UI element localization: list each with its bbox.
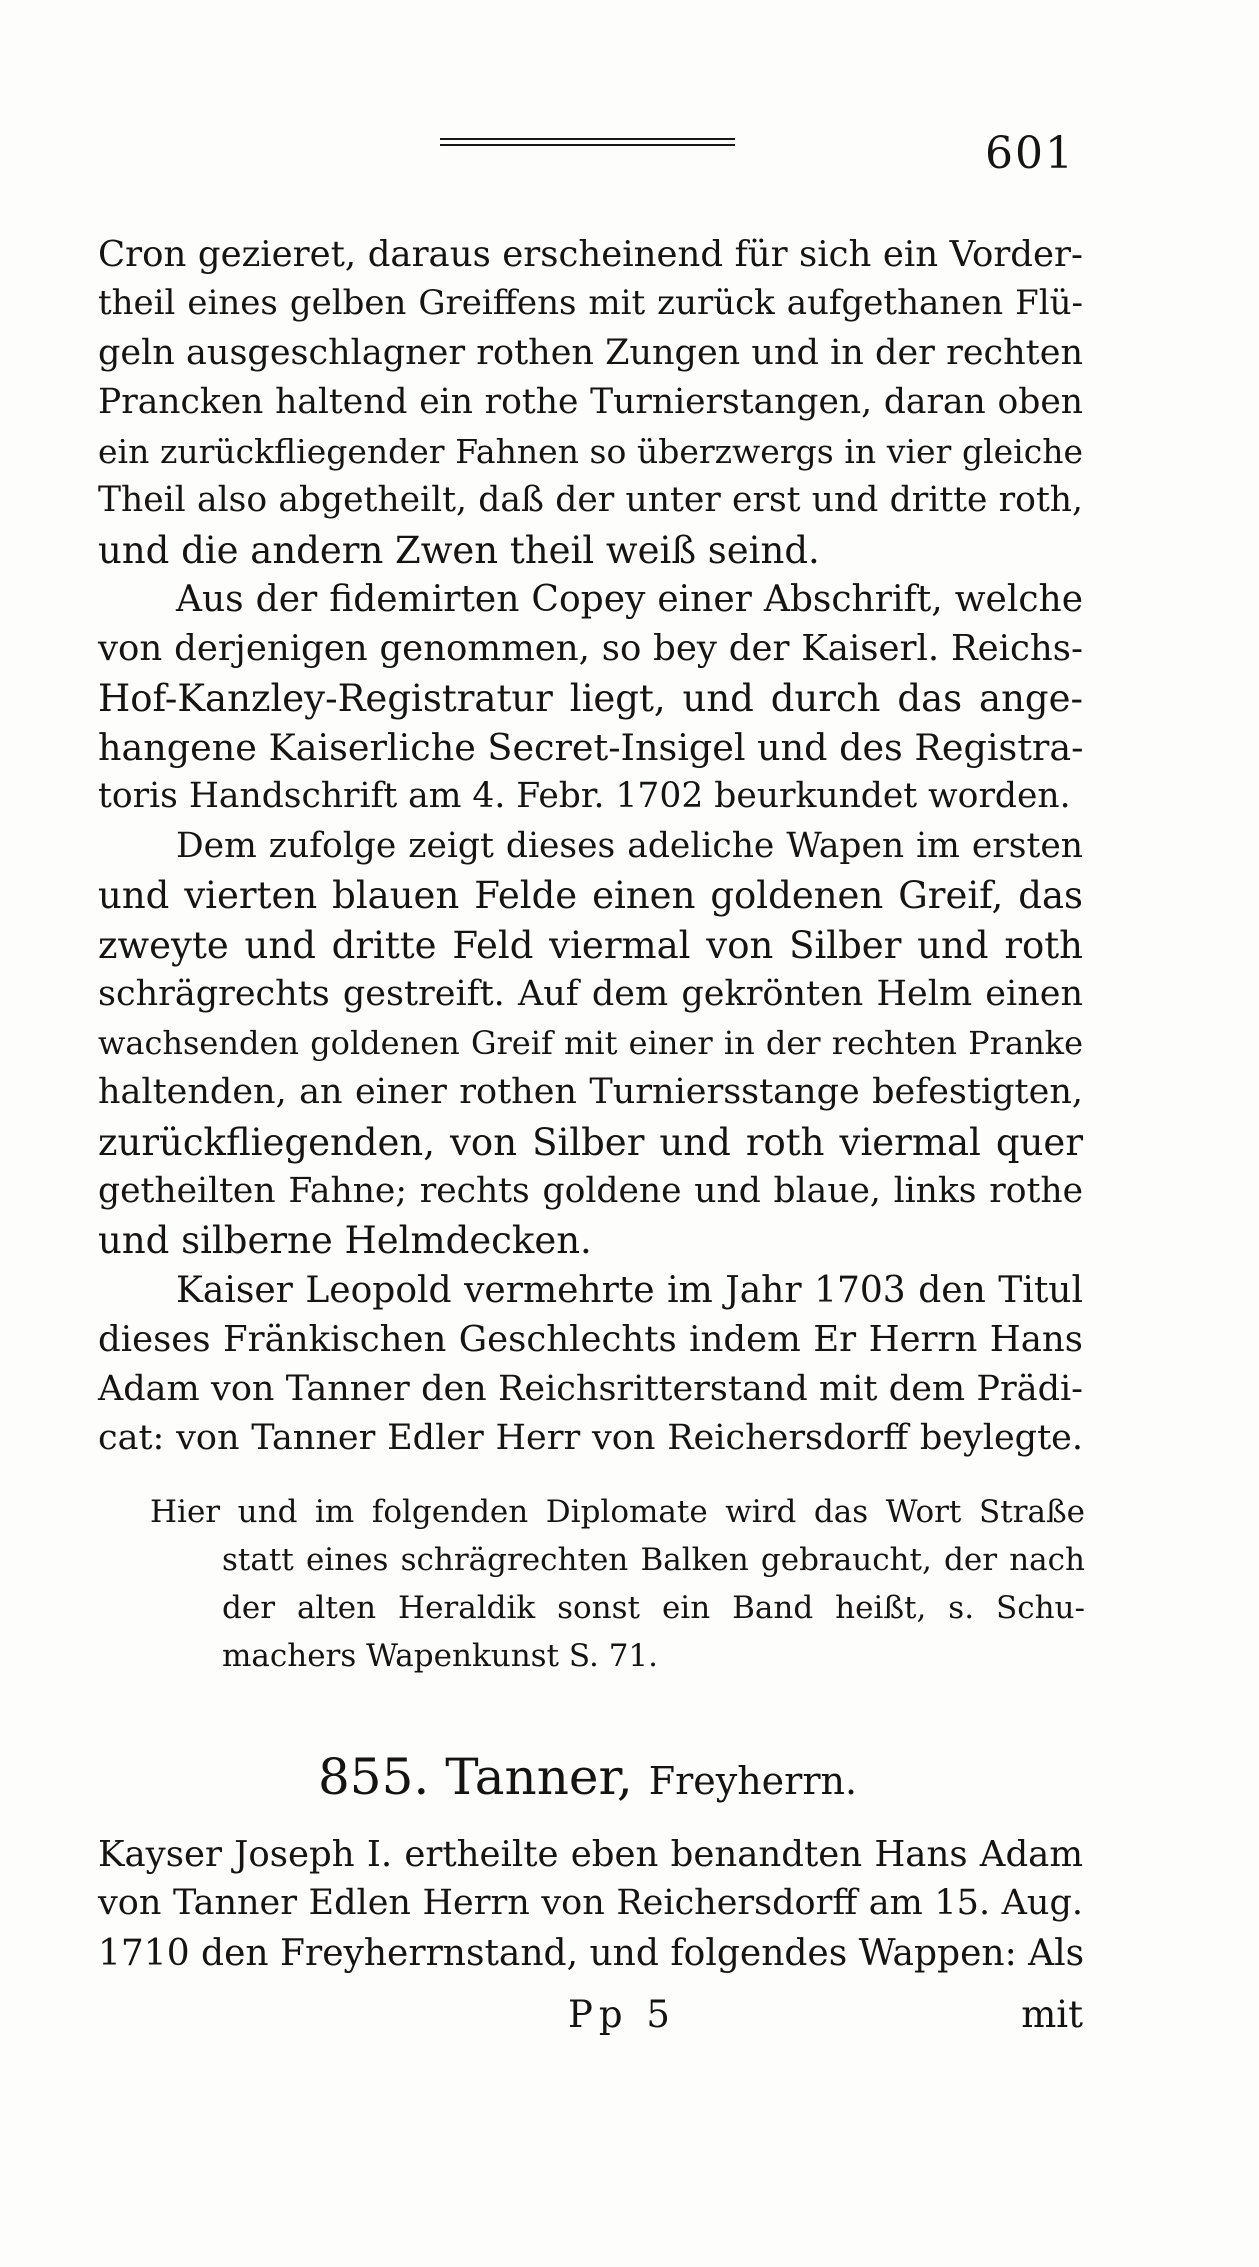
catchword: mit	[1021, 1993, 1083, 2036]
footnote-line: der alten Heraldik sonst ein Band heißt, s. Schu-	[222, 1590, 1085, 1626]
text-line: ein zurückfliegender Fahnen so überzwergs in vier gleiche	[98, 432, 1083, 472]
text-line: Prancken haltend ein rothe Turnierstangen, daran oben	[98, 381, 1083, 422]
text-line: haltenden, an einer rothen Turniersstange befestigten,	[98, 1072, 1083, 1113]
text-line: wachsenden goldenen Greif mit einer in der rechten Pranke	[98, 1024, 1083, 1063]
text-line: von Tanner Edlen Herrn von Reichersdorff am 15. Aug.	[98, 1883, 1083, 1924]
text-line: Adam von Tanner den Reichsritterstand mit dem Prädi-	[98, 1368, 1083, 1409]
text-line: theil eines gelben Greiffens mit zurück aufgethanen Flü-	[98, 283, 1083, 324]
section-name: Tanner,	[445, 1748, 633, 1806]
page-number: 601	[985, 128, 1075, 179]
signature-mark: Pp 5	[568, 1993, 676, 2036]
text-line: Hof-Kanzley-Registratur liegt, und durch das ange-	[98, 676, 1083, 720]
text-line: cat: von Tanner Edler Herr von Reichersdorff beylegte.	[98, 1417, 1083, 1458]
footnote-line: machers Wapenkunst S. 71.	[222, 1638, 659, 1674]
text-line: und die andern Zwen theil weiß seind.	[98, 528, 820, 572]
text-line: hangene Kaiserliche Secret-Insigel und des Registra-	[98, 725, 1084, 769]
text-line: toris Handschrift am 4. Febr. 1702 beurkundet worden.	[98, 776, 1071, 817]
header-rule	[440, 138, 735, 152]
text-line: zweyte und dritte Feld viermal von Silber und roth	[98, 923, 1083, 967]
text-line: getheilten Fahne; rechts goldene und blaue, links rothe	[98, 1171, 1083, 1212]
footnote	[150, 1488, 1085, 1680]
text-line: schrägrechts gestreift. Auf dem gekrönten Helm einen	[98, 973, 1083, 1014]
paragraph-1	[98, 230, 1083, 575]
paragraph-3	[98, 822, 1083, 1266]
text-line: Aus der fidemirten Copey einer Abschrift, welche	[176, 579, 1083, 620]
text-line: Dem zufolge zeigt dieses adeliche Wapen im ersten	[176, 826, 1083, 866]
text-line: 1710 den Freyherrnstand, und folgendes Wappen: Als	[98, 1932, 1085, 1974]
paragraph-2	[98, 575, 1083, 821]
text-line: Kayser Joseph I. ertheilte eben benandten Hans Adam	[98, 1834, 1083, 1875]
footnote-line: Hier und im folgenden Diplomate wird das Wort Straße	[150, 1494, 1085, 1530]
text-line: und silberne Helmdecken.	[98, 1219, 592, 1263]
section-paragraph	[98, 1830, 1083, 1978]
text-line: Cron gezieret, daraus erscheinend für sich ein Vorder-	[98, 234, 1083, 275]
text-line: und vierten blauen Felde einen goldenen Greif, das	[98, 874, 1083, 918]
text-line: geln ausgeschlagner rothen Zungen und in der rechten	[98, 332, 1083, 373]
text-line: von derjenigen genommen, so bey der Kaiserl. Reichs-	[98, 628, 1083, 670]
section-subtitle: Freyherrn.	[648, 1759, 858, 1803]
footnote-line: statt eines schrägrechten Balken gebraucht, der nach	[222, 1542, 1085, 1578]
paragraph-4	[98, 1266, 1083, 1463]
text-line: zurückfliegenden, von Silber und roth viermal quer	[98, 1120, 1083, 1164]
text-line: dieses Fränkischen Geschlechts indem Er Herrn Hans	[98, 1319, 1083, 1361]
text-line: Theil also abgetheilt, daß der unter erst und dritte roth,	[98, 480, 1083, 521]
section-heading	[318, 1748, 857, 1806]
section-number: 855.	[318, 1748, 430, 1806]
page-footer	[98, 1993, 1083, 2043]
text-line: Kaiser Leopold vermehrte im Jahr 1703 den Titul	[176, 1270, 1083, 1311]
